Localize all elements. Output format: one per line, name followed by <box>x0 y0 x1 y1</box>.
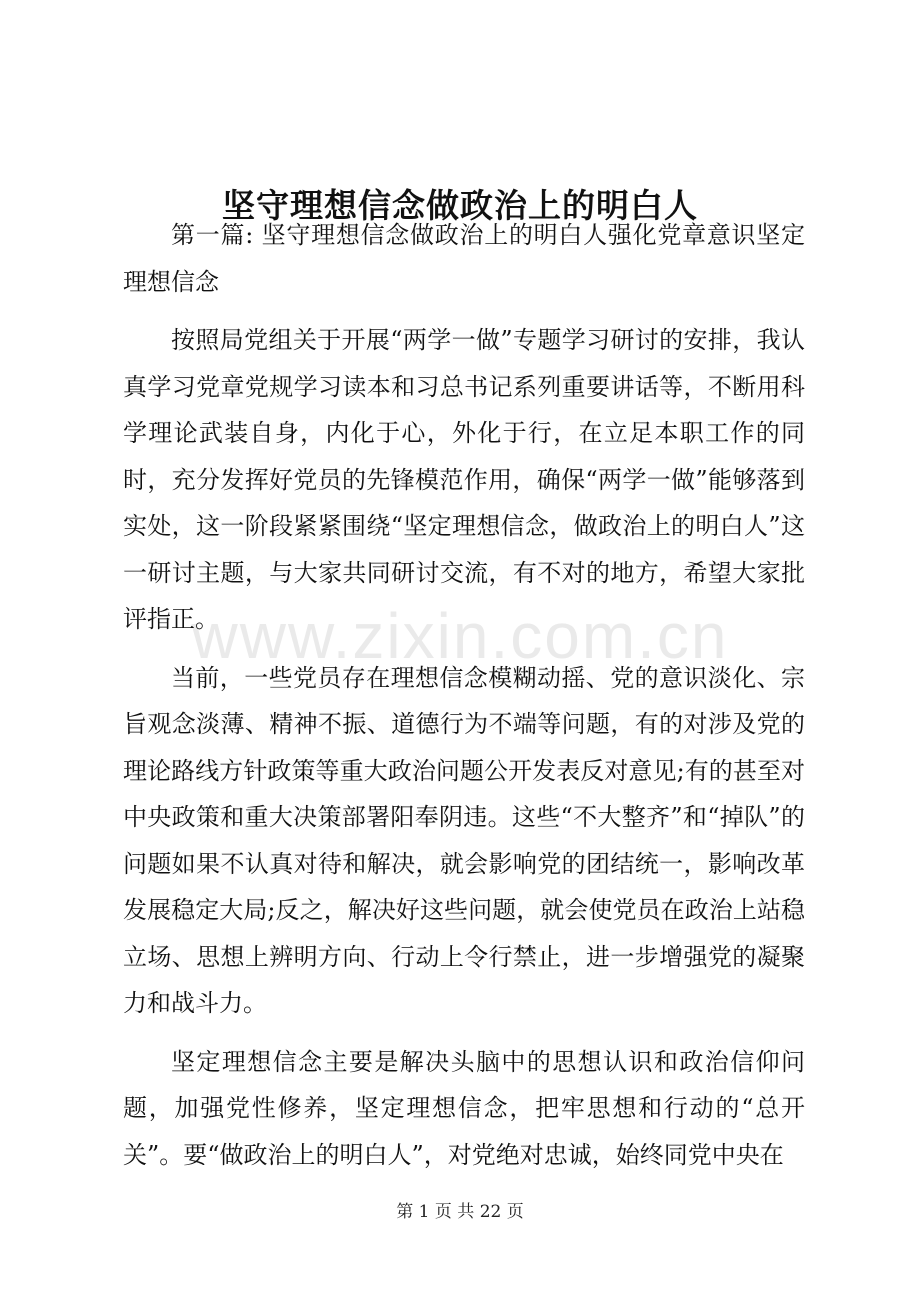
paragraph-2: 按照局党组关于开展“两学一做”专题学习研讨的安排，我认真学习党章党规学习读本和习总书记系列重要讲话等，不断用科学理论武装自身，内化于心，外化于行，在立足本职工作的同时，充分发挥好党员的先锋模范作用，确保“两学一做”能够落到实处，这一阶段紧紧围绕“坚定理想信念，做政治上的明白人”这一研讨主题，与大家共同研讨交流，有不对的地方，希望大家批评指正。 <box>123 326 805 633</box>
paragraph-4: 坚定理想信念主要是解决头脑中的思想认识和政治信仰问题，加强党性修养，坚定理想信念，把牢思想和行动的“总开关”。要“做政治上的明白人”，对党绝对忠诚，始终同党中央在 <box>123 1047 805 1169</box>
page-number-footer: 第 1 页 共 22 页 <box>396 1202 524 1222</box>
watermark: www.zixin.com.cn <box>191 600 729 672</box>
document-body <box>123 212 805 1190</box>
document-title: 坚守理想信念做政治上的明白人 <box>222 186 698 226</box>
paragraph-1: 第一篇: 坚守理想信念做政治上的明白人强化党章意识坚定理想信念 <box>123 221 805 296</box>
paragraph-3: 当前，一些党员存在理想信念模糊动摇、党的意识淡化、宗旨观念淡薄、精神不振、道德行为不端等问题，有的对涉及党的理论路线方针政策等重大政治问题公开发表反对意见;有的甚至对中央政策和重大决策部署阳奉阴违。这些“不大整齐”和“掉队”的问题如果不认真对待和解决，就会影响党的团结统一，影响改革发展稳定大局;反之，解决好这些问题，就会使党员在政治上站稳立场、思想上辨明方向、行动上令行禁止，进一步增强党的凝聚力和战斗力。 <box>123 663 805 1017</box>
